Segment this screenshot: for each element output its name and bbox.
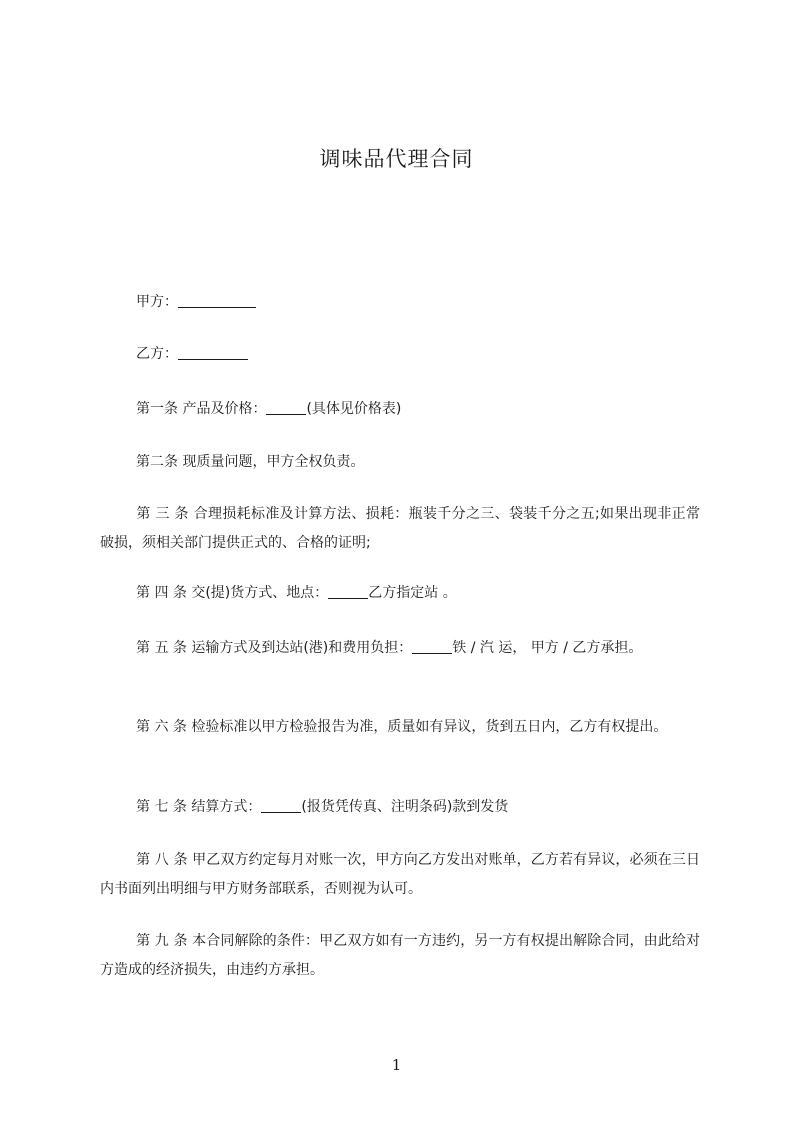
party-b-line: [100, 340, 700, 369]
party-a-blank: [178, 293, 256, 308]
clause-5-blank: [412, 639, 452, 654]
clause-8-text: 第 八 条 甲乙双方约定每月对账一次，甲方向乙方发出对账单，乙方若有异议，必须在三日内书面列出明细与甲方财务部联系，否则视为认可。: [100, 852, 700, 897]
clause-7-text-before: 第 七 条 结算方式：: [136, 799, 262, 815]
clause-7-blank: [261, 798, 301, 813]
clause-5-text-after: 铁 / 汽 运， 甲方 / 乙方承担。: [452, 640, 643, 656]
party-a-line: [100, 288, 700, 317]
clause-9: [100, 927, 700, 985]
document-title: 调味品代理合同: [319, 147, 474, 171]
clause-7-text-after: (报货凭传真、注明条码)款到发货: [301, 799, 509, 815]
clause-5: [100, 634, 700, 663]
clause-7: [100, 793, 700, 822]
clause-5-text-before: 第 五 条 运输方式及到达站(港)和费用负担：: [136, 640, 413, 656]
clause-6: [100, 713, 700, 742]
clause-3-text: 第 三 条 合理损耗标准及计算方法、损耗：瓶装千分之三、袋装千分之五;如果出现非正常破损，须相关部门提供正式的、合格的证明;: [100, 506, 700, 551]
clause-1-text-after: (具体见价格表): [306, 401, 402, 417]
clause-4: [100, 579, 700, 608]
clause-2: [100, 448, 700, 477]
clause-6-text: 第 六 条 检验标准以甲方检验报告为准，质量如有异议，货到五日内，乙方有权提出。: [136, 719, 668, 735]
page-number: 1: [391, 1056, 402, 1074]
clause-4-text-after: 乙方指定站 。: [368, 585, 457, 601]
clause-1-text-before: 第一条 产品及价格：: [136, 401, 267, 417]
clause-2-text: 第二条 现质量问题，甲方全权负责。: [136, 454, 365, 470]
clause-4-blank: [328, 584, 368, 599]
clause-1-blank: [266, 400, 306, 415]
clause-3: [100, 500, 700, 558]
clause-9-text: 第 九 条 本合同解除的条件：甲乙双方如有一方违约，另一方有权提出解除合同，由此给对方造成的经济损失，由违约方承担。: [100, 933, 700, 978]
clause-4-text-before: 第 四 条 交(提)货方式、地点：: [136, 585, 329, 601]
clause-1: [100, 395, 700, 424]
party-b-label: 乙方：: [136, 346, 178, 362]
party-a-label: 甲方：: [136, 294, 178, 310]
party-b-blank: [178, 345, 248, 360]
clause-8: [100, 846, 700, 904]
